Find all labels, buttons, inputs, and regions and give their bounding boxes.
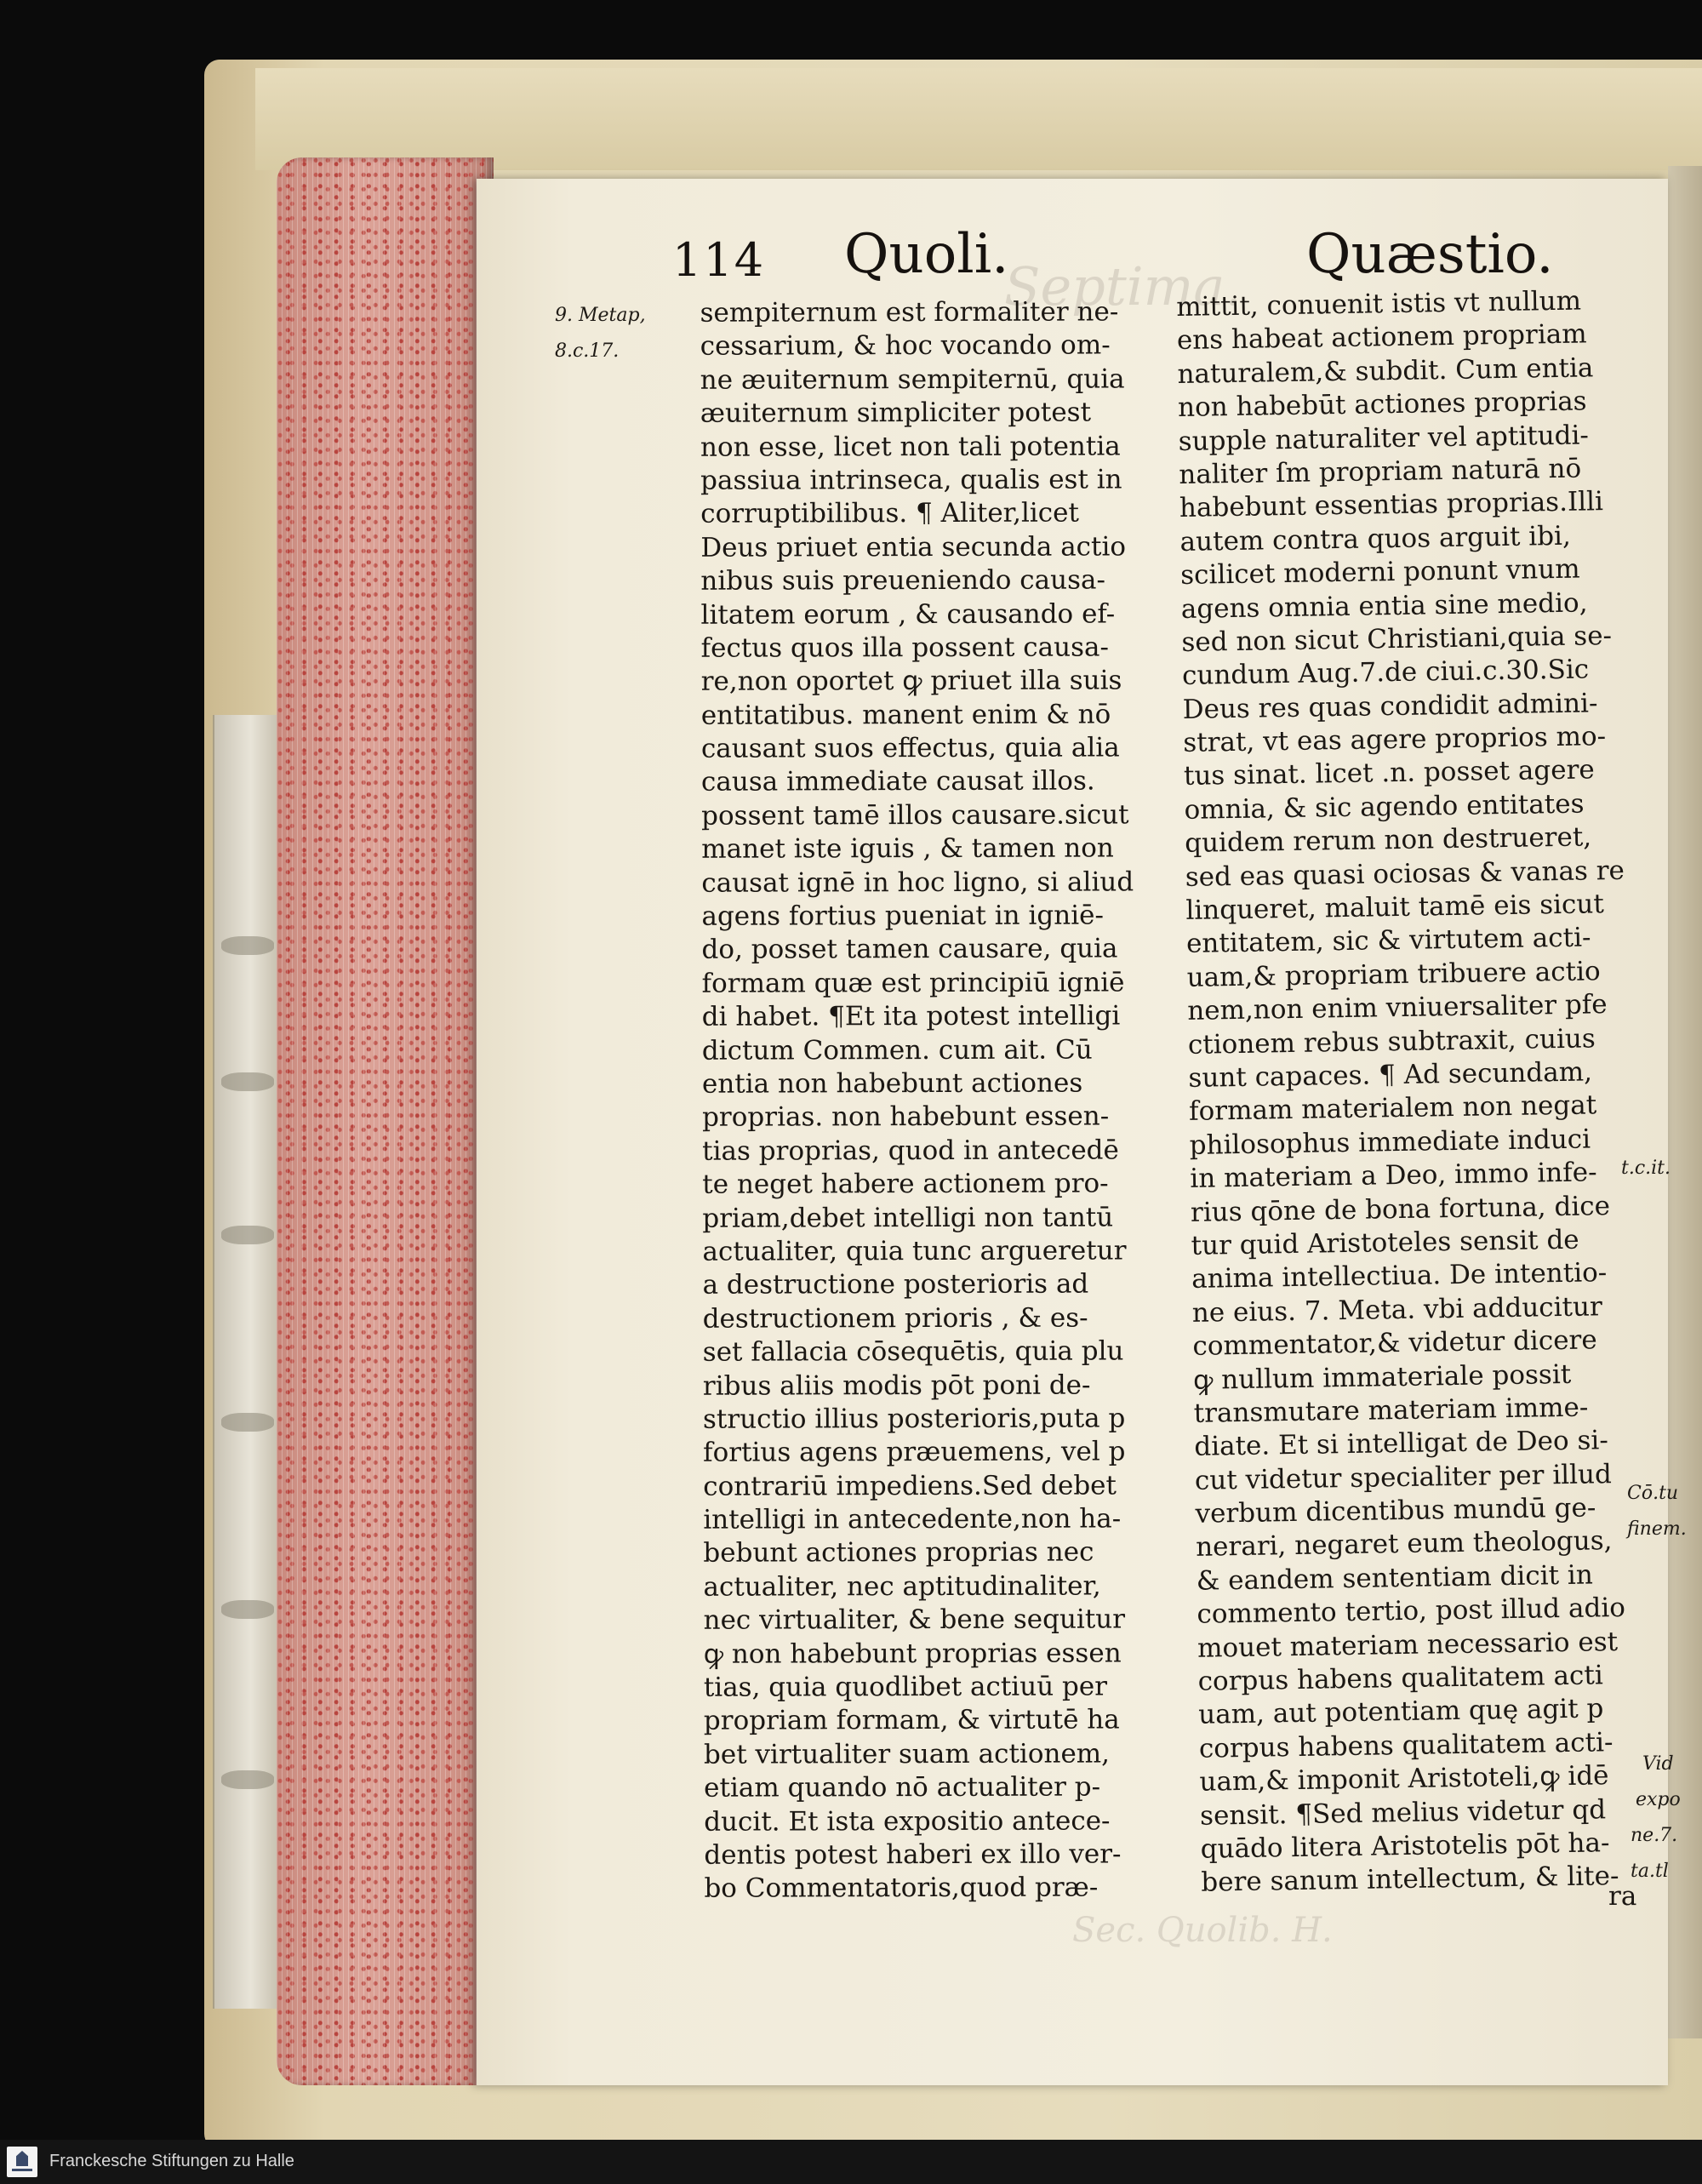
text-line: ducit. Et ista expositio antece- (704, 1805, 1111, 1838)
text-line: non esse, licet non tali potentia (700, 430, 1121, 463)
text-line: mouet materiam necessario est (1197, 1626, 1619, 1664)
show-through-footer: Sec. Quolib. H. (1072, 1911, 1333, 1950)
text-line: dictum Commen. cum ait. Cū (701, 1034, 1093, 1066)
text-line: rius qōne de bona fortuna, dice (1190, 1190, 1611, 1228)
margin-note: expo (1636, 1789, 1681, 1810)
running-head-left: Quoli. (844, 223, 1009, 286)
margin-note: t.c.it. (1621, 1158, 1671, 1179)
running-head (477, 223, 1668, 291)
text-line: ctionem rebus subtraxit, cuius (1187, 1022, 1596, 1061)
running-head-right: Quæstio. (1306, 223, 1554, 286)
text-line: proprias. non habebunt essen- (702, 1101, 1110, 1134)
margin-note: 9. Metap, (555, 305, 646, 326)
margin-note: 8.c.17. (555, 340, 620, 362)
margin-note: ta.tl (1631, 1861, 1669, 1882)
text-line: quidem rerum non destrueret, (1184, 821, 1592, 860)
text-line: sed non sicut Christiani,quia se- (1181, 620, 1613, 658)
text-line: transmutare materiam imme- (1193, 1392, 1589, 1429)
text-line: tias proprias, quod in antecedē (702, 1135, 1119, 1167)
text-line: omnia, & sic agendo entitates (1184, 788, 1585, 826)
right-text-column (1176, 284, 1644, 1901)
institution-logo-icon (7, 2147, 37, 2177)
text-line: agens omnia entia sine medio, (1180, 586, 1588, 625)
text-line: entia non habebunt actiones (701, 1067, 1083, 1100)
text-line: ne eius. 7. Meta. vbi adducitur (1191, 1291, 1603, 1329)
text-line: ens habeat actionem propriam (1176, 318, 1587, 357)
text-line: Deus res quas condidit admini- (1182, 687, 1598, 725)
text-line: uam, aut potentiam quę agit p (1198, 1693, 1604, 1731)
text-line: fortius agens præuemens, vel p (703, 1436, 1126, 1468)
text-line: di habet. ¶Et ita potest intelligi (701, 1000, 1121, 1032)
text-line: litatem eorum , & causando ef- (700, 597, 1116, 631)
cover-top-flap (255, 68, 1702, 170)
text-line: formam quæ est principiū igniē (701, 967, 1125, 999)
book-page (477, 179, 1687, 2085)
text-line: sensit. ¶Sed melius videtur qd (1199, 1793, 1607, 1832)
text-line: sempiternum est formaliter ne- (700, 296, 1119, 329)
text-line: bere sanum intellectum, & lite- (1201, 1861, 1619, 1899)
text-line: strat, vt eas agere proprios mo- (1183, 721, 1607, 759)
text-line: & eandem sententiam dicit in (1196, 1559, 1594, 1597)
text-line: cut videtur specialiter per illud (1194, 1458, 1613, 1496)
text-line: nibus suis preueniendo causa- (700, 564, 1106, 597)
spine-binding-strip (213, 715, 287, 2009)
footer-institution: Franckesche Stiftungen zu Halle (49, 2152, 294, 2170)
text-line: priam,debet intelligi non tantū (702, 1201, 1114, 1234)
text-line: ne æuiternum sempiternū, quia (700, 363, 1125, 396)
page-block-edges (277, 157, 494, 2085)
text-line: nec virtualiter, & bene sequitur (703, 1604, 1126, 1636)
margin-note: ne.7. (1631, 1825, 1678, 1846)
show-through-text: Septima. (1004, 255, 1242, 317)
text-line: uam,& propriam tribuere actio (1186, 956, 1601, 993)
text-line: possent tamē illos causare.sicut (701, 799, 1129, 832)
text-line: mittit, conuenit istis vt nullum (1176, 285, 1582, 323)
text-line: intelligi in antecedente,non ha- (703, 1503, 1122, 1535)
text-line: cundum Aug.7.de ciui.c.30.Sic (1181, 654, 1590, 692)
text-line: ꝙ nullum immateriale possit (1192, 1358, 1572, 1396)
text-line: a destructione posterioris ad (702, 1268, 1089, 1301)
text-line: dentis potest haberi ex illo ver- (704, 1838, 1122, 1871)
text-line: formam materialem non negat (1188, 1089, 1597, 1128)
text-line: bet virtualiter suam actionem, (703, 1738, 1111, 1770)
margin-note: finem. (1627, 1518, 1687, 1540)
text-line: actualiter, quia tunc argueretur (702, 1235, 1127, 1267)
text-line: corpus habens qualitatem acti (1197, 1660, 1604, 1697)
text-line: corpus habens qualitatem acti- (1198, 1726, 1613, 1764)
text-line: linqueret, maluit tamē eis sicut (1185, 889, 1605, 926)
text-line: ꝙ non habebunt proprias essen (703, 1638, 1122, 1670)
text-line: bo Commentatoris,quod præ- (704, 1872, 1099, 1905)
text-line: sunt capaces. ¶ Ad secundam, (1188, 1056, 1593, 1094)
text-line: nem,non enim vniuersaliter pfe (1187, 989, 1608, 1027)
text-line: Deus priuet entia secunda actio (700, 531, 1127, 563)
text-line: naturalem,& subdit. Cum entia (1177, 352, 1594, 390)
text-line: commento tertio, post illud adio (1197, 1592, 1626, 1631)
text-line: non habebūt actiones proprias (1177, 386, 1587, 424)
text-line: philosophus immediate induci (1189, 1123, 1591, 1161)
text-line: passiua intrinseca, qualis est in (700, 464, 1122, 496)
text-line: scilicet moderni ponunt vnum (1179, 553, 1580, 592)
text-line: agens fortius pueniat in igniē- (701, 900, 1104, 932)
text-line: tus sinat. licet .n. posset agere (1183, 754, 1596, 792)
left-text-column (700, 295, 1168, 1906)
text-line: set fallacia cōsequētis, quia plu (702, 1335, 1124, 1368)
text-line: naliter ſm propriam naturā nō (1179, 453, 1582, 490)
text-line: causa immediate causat illos. (700, 765, 1095, 798)
text-line: in materiam a Deo, immo infe- (1190, 1157, 1597, 1195)
text-line: corruptibilibus. ¶ Aliter,licet (700, 497, 1079, 530)
text-line: entitatibus. manent enim & nō (700, 699, 1111, 731)
page-number: 114 (672, 233, 766, 287)
text-line: causat ignē in hoc ligno, si aliud (701, 866, 1134, 899)
text-line: æuiternum simpliciter potest (700, 397, 1092, 429)
text-line: uam,& imponit Aristoteli,ꝙ idē (1199, 1760, 1609, 1798)
text-line: anima intellectiua. De intentio- (1191, 1257, 1608, 1295)
text-line: structio illius posterioris,puta p (702, 1403, 1126, 1435)
text-line: cessarium, & hoc vocando om- (700, 329, 1111, 363)
text-line: contrariū impediens.Sed debet (703, 1470, 1117, 1502)
text-line: ribus aliis modis pōt poni de- (702, 1369, 1091, 1402)
text-line: supple naturaliter vel aptitudi- (1178, 419, 1590, 457)
text-line: tur quid Aristoteles sensit de (1191, 1224, 1579, 1261)
text-line: do, posset tamen causare, quia (701, 933, 1118, 966)
text-line: quādo litera Aristotelis pōt ha- (1200, 1827, 1610, 1865)
text-line: actualiter, nec aptitudinaliter, (703, 1570, 1101, 1603)
margin-note: Vid (1642, 1753, 1674, 1775)
text-line: bebunt actiones proprias nec (703, 1536, 1094, 1569)
text-line: commentator,& videtur dicere (1192, 1324, 1597, 1362)
text-line: habebunt essentias proprias.Illi (1179, 486, 1604, 524)
text-line: tias, quia quodlibet actiuū per (703, 1671, 1108, 1703)
text-line: manet iste iguis , & tamen non (701, 832, 1114, 865)
footer-bar (0, 2140, 1702, 2184)
text-line: diate. Et si intelligat de Deo si- (1194, 1425, 1609, 1463)
text-line: destructionem prioris , & es- (702, 1302, 1088, 1335)
text-line: etiam quando nō actualiter p- (704, 1771, 1101, 1804)
text-line: autem contra quos arguit ibi, (1179, 520, 1572, 557)
text-line: re,non oportet ꝙ priuet illa suis (700, 665, 1122, 698)
text-line: sed eas quasi ociosas & vanas re (1185, 855, 1625, 893)
text-line: entitatem, sic & virtutem acti- (1185, 922, 1591, 960)
text-line: verbum dicentibus mundū ge- (1195, 1492, 1596, 1529)
text-line: fectus quos illa possent causa- (700, 632, 1109, 664)
text-line: causant suos effectus, quia alia (700, 732, 1120, 764)
text-line: te neget habere actionem pro- (702, 1168, 1109, 1200)
text-line: propriam formam, & virtutē ha (703, 1704, 1120, 1737)
text-line: nerari, negaret eum theologus, (1195, 1525, 1613, 1564)
margin-note: Cō.tu (1627, 1483, 1679, 1504)
catchword: ra (1608, 1881, 1637, 1912)
